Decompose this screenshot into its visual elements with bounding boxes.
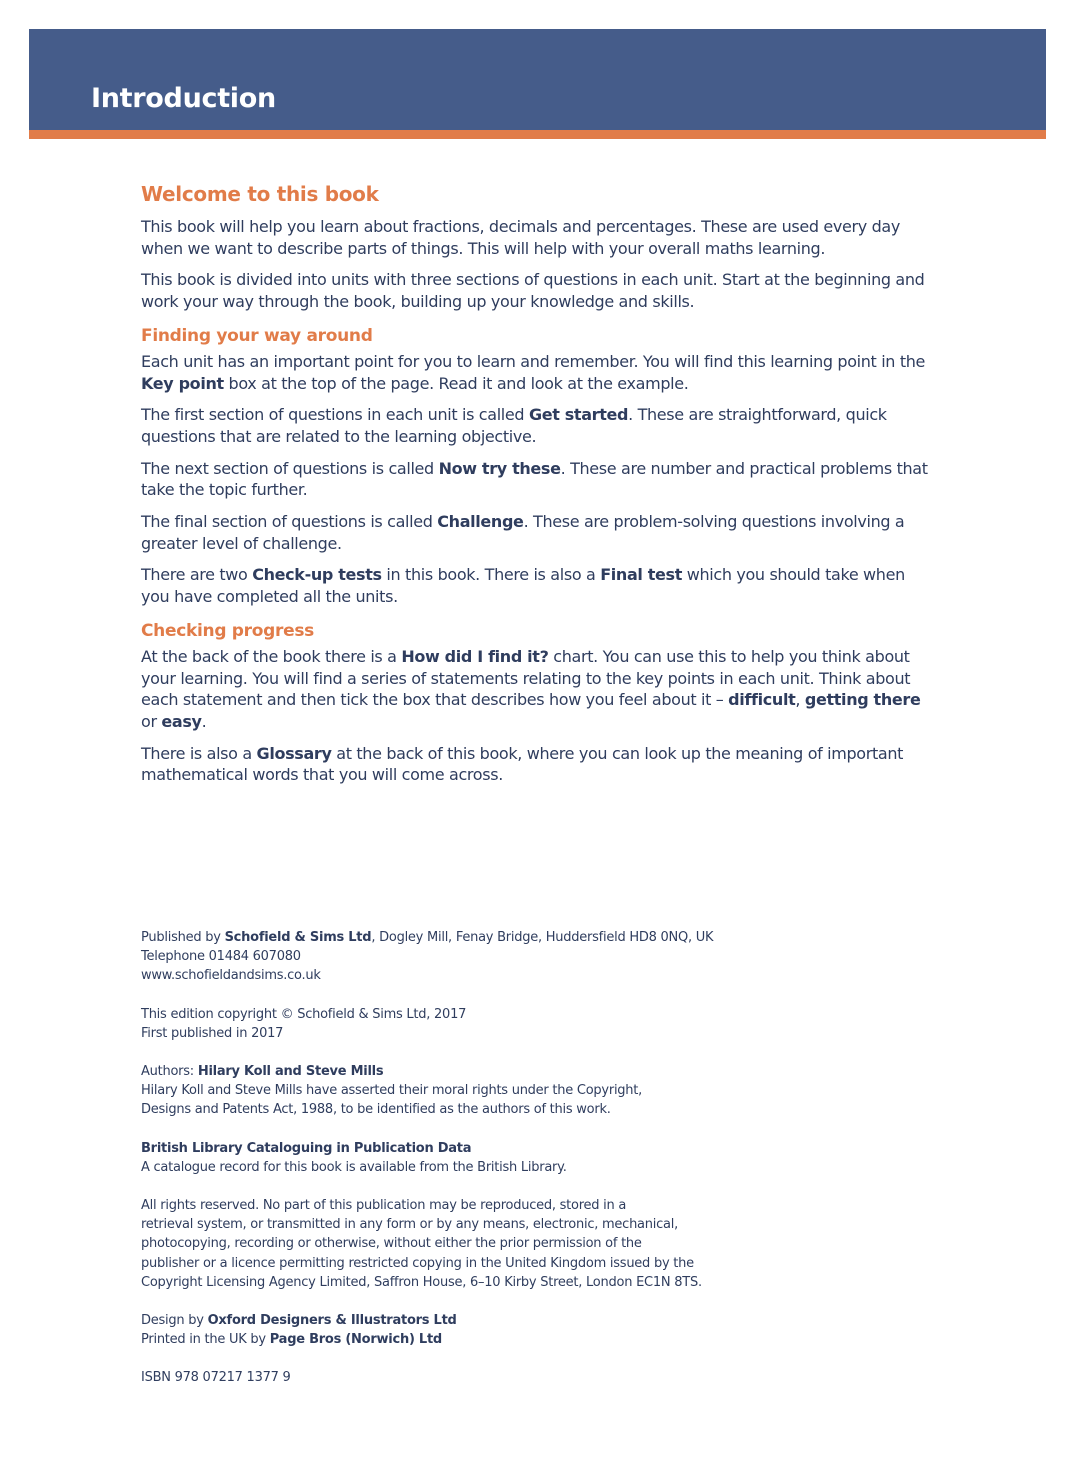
getting-there-term: getting there [804,690,921,710]
finding-paragraph [141,564,931,607]
text: which you should take when you have completed all the units. [141,565,905,607]
british-library-text: A catalogue record for this book is available from the British Library. [141,1159,567,1175]
rights-line: All rights reserved. No part of this publication may be reproduced, stored in a [141,1198,627,1214]
text: chart. You can use this to help you think about your learning. You will find a series of statements relating to the key points in each unit. Think about each statement and then tick the box that describes how you feel about it – [141,646,911,710]
text: At the back of the book there is a [141,646,402,666]
isbn-block [141,1368,861,1387]
printer-line [141,1330,861,1349]
text: , [795,690,805,710]
publisher-line [141,928,861,947]
authors-names: Hilary Koll and Steve Mills [197,1064,384,1080]
website: www.schofieldandsims.co.uk [141,968,321,984]
rights-line: retrieval system, or transmitted in any form or by any means, electronic, mechanical, [141,1217,678,1233]
moral-rights-line: Hilary Koll and Steve Mills have asserted their moral rights under the Copyright, [141,1083,643,1099]
how-did-i-find-it-term: How did I find it? [401,646,549,666]
publisher-block [141,928,861,986]
printer-name: Page Bros (Norwich) Ltd [269,1332,442,1348]
text: Authors: [141,1064,198,1080]
text: Design by [141,1313,208,1329]
finding-paragraph [141,404,931,447]
rights-block [141,1196,861,1292]
welcome-heading: Welcome to this book [141,182,379,206]
get-started-term: Get started [528,405,629,425]
text: There is also a [141,743,257,763]
publisher-name: Schofield & Sims Ltd [224,930,372,945]
designer-name: Oxford Designers & Illustrators Ltd [207,1313,457,1329]
rights-line: publisher or a licence permitting restricted copying in the United Kingdom issued by the [141,1255,694,1271]
finding-paragraph [141,458,931,501]
finding-paragraph [141,511,931,554]
text: or [141,711,162,731]
authors-block [141,1062,861,1120]
text: in this book. There is also a [381,565,601,585]
british-library-heading: British Library Cataloguing in Publication Data [141,1140,472,1156]
check-up-tests-term: Check-up tests [252,565,382,585]
authors-line [141,1062,861,1081]
page-title: Introduction [91,83,276,114]
telephone: Telephone 01484 607080 [141,949,301,965]
text: Published by [141,930,225,945]
checking-paragraph [141,743,931,786]
text: Each unit has an important point for you to learn and remember. You will find this learning point in the [141,351,926,371]
publication-imprint [141,928,861,1407]
difficult-term: difficult [728,690,796,710]
text: . [201,711,207,731]
text: The final section of questions is called [141,512,438,532]
header-banner [29,29,1046,139]
now-try-these-term: Now try these [438,458,561,478]
design-block [141,1311,861,1349]
copyright-block [141,1005,861,1043]
challenge-term: Challenge [437,512,524,532]
text: The next section of questions is called [141,458,439,478]
text: box at the top of the page. Read it and look at the example. [223,373,689,393]
text: . These are problem-solving questions involving a greater level of challenge. [141,512,905,553]
finding-heading: Finding your way around [141,325,373,346]
easy-term: easy [161,711,202,731]
rights-line: Copyright Licensing Agency Limited, Saffron House, 6–10 Kirby Street, London EC1N 8TS. [141,1274,702,1290]
text: Printed in the UK by [141,1332,270,1348]
first-published-line: First published in 2017 [141,1025,284,1041]
intro-content [141,178,931,796]
moral-rights-line: Designs and Patents Act, 1988, to be identified as the authors of this work. [141,1102,611,1118]
text: . These are number and practical problems that take the topic further. [141,458,928,500]
text: at the back of this book, where you can look up the meaning of important mathematical words that you will come across. [141,743,904,785]
welcome-paragraph: This book is divided into units with three sections of questions in each unit. Start at the beginning and work your way through the book, building up your knowledge and skills. [141,270,925,312]
rights-line: photocopying, recording or otherwise, without either the prior permission of the [141,1236,642,1252]
design-line [141,1311,861,1330]
checking-heading: Checking progress [141,620,314,641]
text: . These are straightforward, quick questions that are related to the learning objective. [141,405,887,446]
british-library-block [141,1139,861,1177]
isbn: ISBN 978 07217 1377 9 [141,1370,291,1386]
finding-paragraph [141,351,931,394]
copyright-line: This edition copyright © Schofield & Sims Ltd, 2017 [141,1006,467,1022]
text: The first section of questions in each unit is called [141,405,529,425]
text: There are two [141,565,253,585]
checking-paragraph [141,646,931,733]
key-point-term: Key point [141,373,224,393]
text: , Dogley Mill, Fenay Bridge, Huddersfield HD8 0NQ, UK [371,930,714,945]
glossary-term: Glossary [256,743,332,763]
final-test-term: Final test [600,565,683,585]
welcome-paragraph: This book will help you learn about fractions, decimals and percentages. These are used every day when we want to describe parts of things. This will help with your overall maths learning. [141,217,900,258]
